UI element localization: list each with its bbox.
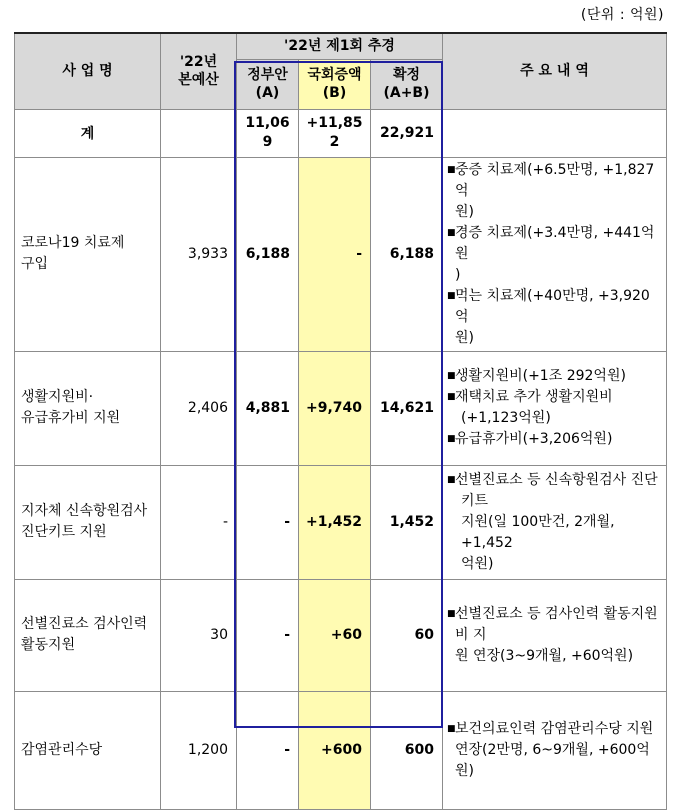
total-assembly: +11,85 2 [299, 109, 371, 157]
final-amount: 600 [371, 691, 443, 809]
total-label: 계 [15, 109, 161, 157]
square-bullet-icon: ■ [447, 371, 456, 381]
total-government: 11,06 9 [237, 109, 299, 157]
details-cell [443, 351, 667, 465]
table-row [15, 157, 667, 351]
government-amount: - [237, 579, 299, 691]
square-bullet-icon: ■ [447, 392, 456, 402]
unit-note: (단위 : 억원) [580, 7, 664, 23]
square-bullet-icon: ■ [447, 474, 456, 485]
header-government-proposal: 정부안 (A) [237, 59, 299, 109]
header-main-details: 주 요 내 역 [443, 33, 667, 109]
detail-item: ■ 보건의료인력 감염관리수당 지원 연장(2만명, 6~9개월, +600억원) [447, 719, 660, 782]
header-supplementary-group: '22년 제1회 추경 [237, 33, 443, 59]
header-original-budget: '22년 본예산 [161, 33, 237, 109]
total-row [15, 109, 667, 157]
total-details [443, 109, 667, 157]
project-name: 생활지원비· 유급휴가비 지원 [15, 351, 161, 465]
total-budget [161, 109, 237, 157]
assembly-amount: +60 [299, 579, 371, 691]
square-bullet-icon: ■ [447, 227, 456, 238]
square-bullet-icon: ■ [447, 434, 456, 444]
detail-item: ■ 선별진료소 등 검사인력 활동지원비 지 원 연장(3~9개월, +60억원) [447, 604, 660, 667]
project-name: 감염관리수당 [15, 691, 161, 809]
table-row [15, 465, 667, 579]
table-row [15, 691, 667, 809]
details-cell [443, 465, 667, 579]
detail-item: ■ 먹는 치료제(+40만명, +3,920억 원) [447, 286, 660, 349]
detail-item: ■ 경증 치료제(+3.4만명, +441억원 ) [447, 223, 660, 286]
original-budget: - [161, 465, 237, 579]
assembly-amount: +9,740 [299, 351, 371, 465]
original-budget: 30 [161, 579, 237, 691]
original-budget: 1,200 [161, 691, 237, 809]
details-cell [443, 579, 667, 691]
project-name: 선별진료소 검사인력 활동지원 [15, 579, 161, 691]
final-amount: 14,621 [371, 351, 443, 465]
header-assembly-increase: 국회증액 (B) [299, 59, 371, 109]
government-amount: - [237, 691, 299, 809]
government-amount: - [237, 465, 299, 579]
supplementary-budget-table [14, 32, 667, 810]
original-budget: 2,406 [161, 351, 237, 465]
assembly-amount: +600 [299, 691, 371, 809]
table-row [15, 579, 667, 691]
project-name: 코로나19 치료제 구입 [15, 157, 161, 351]
detail-item: ■ 재택치료 추가 생활지원비 (+1,123억원) [447, 387, 660, 429]
detail-item: ■ 선별진료소 등 신속항원검사 진단 키트 지원(일 100만건, 2개월, +1,452 억원) [447, 470, 660, 575]
details-cell [443, 157, 667, 351]
square-bullet-icon: ■ [447, 723, 456, 734]
square-bullet-icon: ■ [447, 608, 456, 619]
detail-item: ■ 유급휴가비(+3,206억원) [447, 429, 660, 450]
table-row [15, 351, 667, 465]
assembly-amount: +1,452 [299, 465, 371, 579]
square-bullet-icon: ■ [447, 164, 456, 175]
project-name: 지자체 신속항원검사 진단키트 지원 [15, 465, 161, 579]
final-amount: 6,188 [371, 157, 443, 351]
header-final-amount: 확정 (A+B) [371, 59, 443, 109]
detail-item: ■ 생활지원비(+1조 292억원) [447, 366, 660, 387]
details-cell [443, 691, 667, 809]
assembly-amount: - [299, 157, 371, 351]
total-final: 22,921 [371, 109, 443, 157]
government-amount: 6,188 [237, 157, 299, 351]
government-amount: 4,881 [237, 351, 299, 465]
final-amount: 1,452 [371, 465, 443, 579]
square-bullet-icon: ■ [447, 290, 456, 301]
final-amount: 60 [371, 579, 443, 691]
header-project-name: 사 업 명 [15, 33, 161, 109]
detail-item: ■ 중증 치료제(+6.5만명, +1,827억 원) [447, 160, 660, 223]
original-budget: 3,933 [161, 157, 237, 351]
